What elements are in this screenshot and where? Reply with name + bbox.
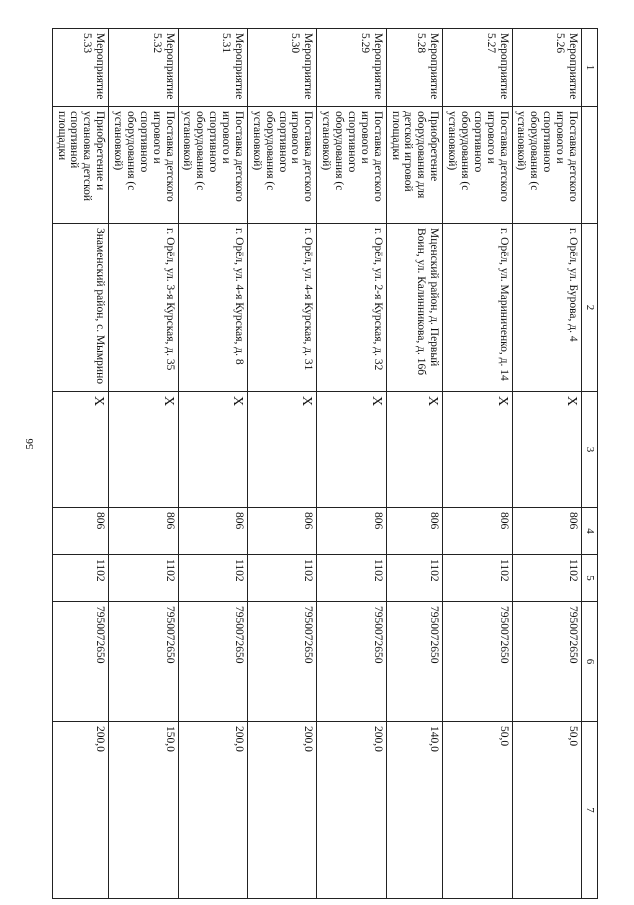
header-cell-8: 7 [582,722,598,899]
col5-cell: 1102 [52,555,109,602]
address-cell: г. Орёл, ул. 4-я Курская, д. 8 [178,224,247,392]
activity-name-cell: Приобретение и установка детской спортивной площадки [52,107,109,224]
col6-cell: 7950072650 [248,602,317,722]
amount-cell: 50,0 [512,722,581,899]
col5-cell: 1102 [109,555,178,602]
table-row [248,29,317,899]
amount-cell: 200,0 [52,722,109,899]
col5-cell: 1102 [512,555,581,602]
col5-cell: 1102 [443,555,512,602]
header-row [582,29,598,899]
activity-name-cell: Поставка детского игрового и спортивного оборудования (с установкой) [109,107,178,224]
col5-cell: 1102 [178,555,247,602]
amount-cell: 140,0 [386,722,443,899]
table-row [317,29,386,899]
address-cell: г. Орёл, ул. 4-я Курская, д. 31 [248,224,317,392]
amount-cell: 200,0 [317,722,386,899]
amount-cell: 150,0 [109,722,178,899]
col6-cell: 7950072650 [52,602,109,722]
mark-cell: Х [178,392,247,508]
col6-cell: 7950072650 [178,602,247,722]
code-cell: Мероприятие 5.28 [386,29,443,107]
col4-cell: 806 [248,508,317,555]
activity-name-cell: Поставка детского игрового и спортивного оборудования (с установкой) [443,107,512,224]
address-cell: г. Орёл, ул. Мариниченко, д. 14 [443,224,512,392]
table-row [52,29,109,899]
address-cell: г. Орёл, ул. Бурова, д. 4 [512,224,581,392]
table-row [109,29,178,899]
col4-cell: 806 [109,508,178,555]
activity-name-cell: Приобретение оборудования для детской игровой площадки [386,107,443,224]
table-row [178,29,247,899]
table-row [386,29,443,899]
page-number: 56 [24,438,36,450]
code-cell: Мероприятие 5.32 [109,29,178,107]
col4-cell: 806 [178,508,247,555]
col5-cell: 1102 [386,555,443,602]
col6-cell: 7950072650 [512,602,581,722]
header-cell-2 [582,107,598,224]
header-cell-5: 4 [582,508,598,555]
header-cell-3: 2 [582,224,598,392]
activities-table [52,28,598,899]
mark-cell: Х [386,392,443,508]
col4-cell: 806 [386,508,443,555]
mark-cell: Х [317,392,386,508]
rotated-table-sheet [55,28,598,898]
mark-cell: Х [248,392,317,508]
col4-cell: 806 [443,508,512,555]
mark-cell: Х [52,392,109,508]
address-cell: г. Орёл, ул. 3-я Курская, д. 35 [109,224,178,392]
code-cell: Мероприятие 5.26 [512,29,581,107]
code-cell: Мероприятие 5.30 [248,29,317,107]
header-cell-1: 1 [582,29,598,107]
col5-cell: 1102 [248,555,317,602]
address-cell: г. Орёл, ул. 2-я Курская, д. 32 [317,224,386,392]
col6-cell: 7950072650 [317,602,386,722]
amount-cell: 200,0 [178,722,247,899]
code-cell: Мероприятие 5.33 [52,29,109,107]
header-cell-4: 3 [582,392,598,508]
activity-name-cell: Поставка детского игрового и спортивного оборудования (с установкой) [512,107,581,224]
amount-cell: 50,0 [443,722,512,899]
col6-cell: 7950072650 [386,602,443,722]
col5-cell: 1102 [317,555,386,602]
mark-cell: Х [512,392,581,508]
col6-cell: 7950072650 [109,602,178,722]
header-cell-6: 5 [582,555,598,602]
table-row [512,29,581,899]
col4-cell: 806 [317,508,386,555]
code-cell: Мероприятие 5.31 [178,29,247,107]
col6-cell: 7950072650 [443,602,512,722]
mark-cell: Х [109,392,178,508]
code-cell: Мероприятие 5.29 [317,29,386,107]
header-cell-7: 6 [582,602,598,722]
table-row [443,29,512,899]
activity-name-cell: Поставка детского игрового и спортивного оборудования (с установкой) [248,107,317,224]
address-cell: Мценский район, д. Первый Воин, ул. Калинникова, д. 16б [386,224,443,392]
col4-cell: 806 [52,508,109,555]
activity-name-cell: Поставка детского игрового и спортивного оборудования (с установкой) [317,107,386,224]
amount-cell: 200,0 [248,722,317,899]
activity-name-cell: Поставка детского игрового и спортивного оборудования (с установкой) [178,107,247,224]
table-body [52,29,581,899]
mark-cell: Х [443,392,512,508]
address-cell: Знаменский район, с. Мымрино [52,224,109,392]
col4-cell: 806 [512,508,581,555]
code-cell: Мероприятие 5.27 [443,29,512,107]
